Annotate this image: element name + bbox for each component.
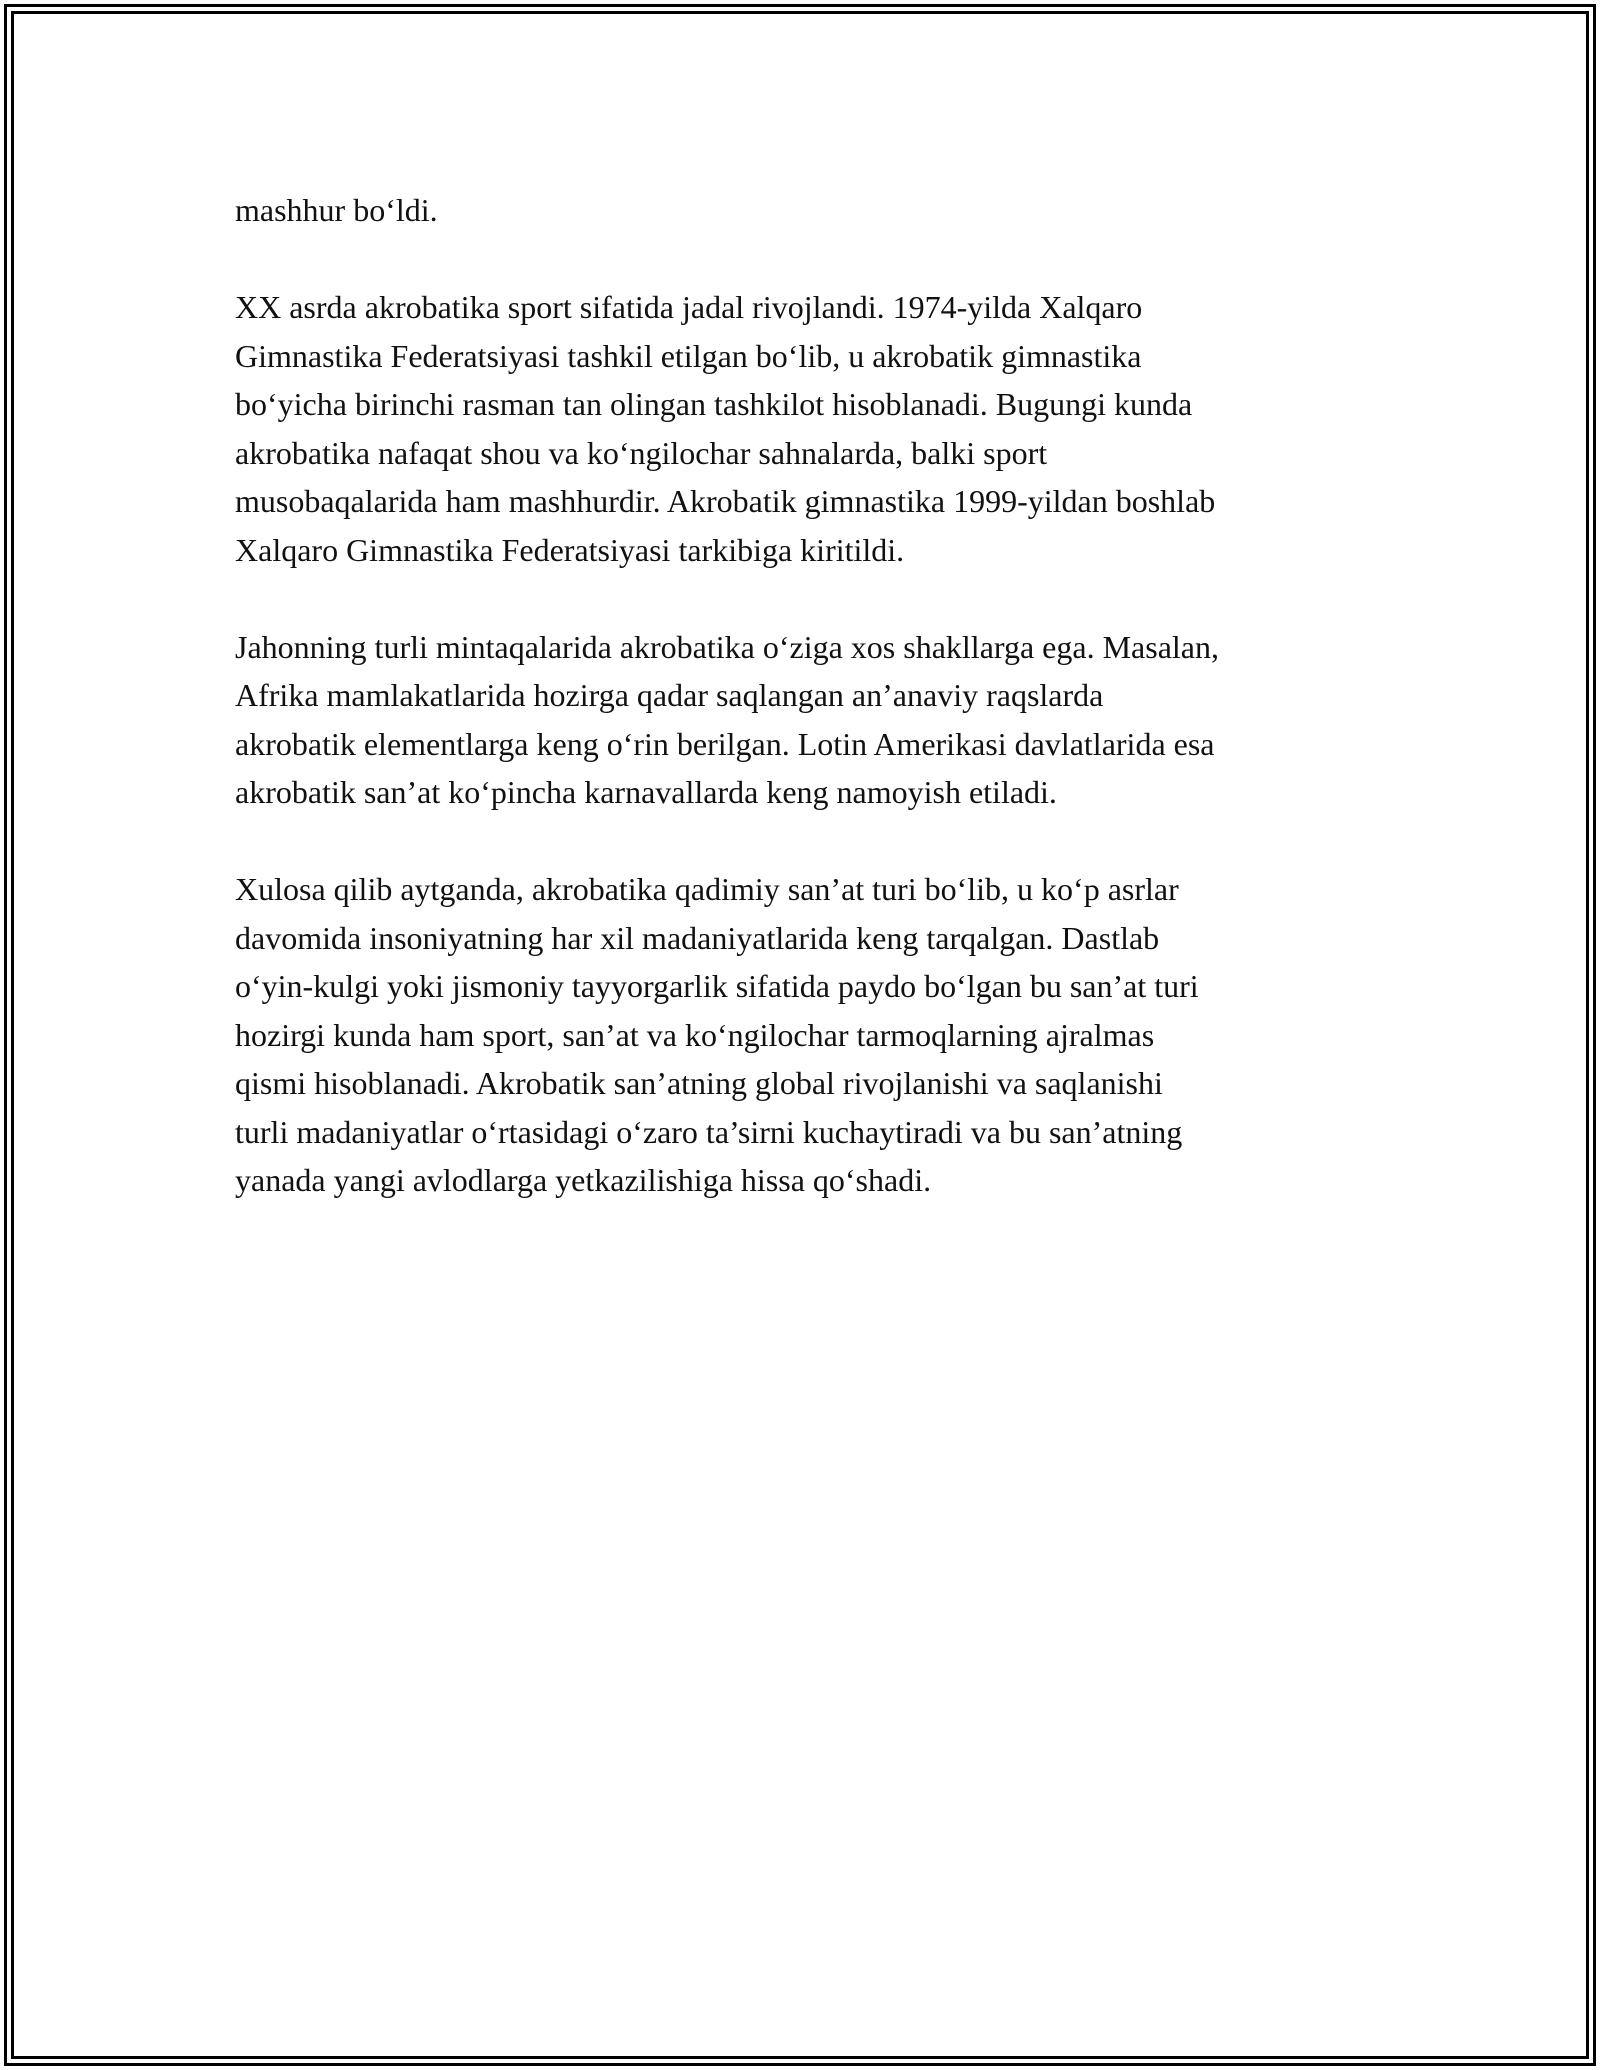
text-line: o‘yin-kulgi yoki jismoniy tayyorgarlik sifatida paydo bo‘lgan bu san’at turi xyxy=(235,968,1199,1004)
text-line: hozirgi kunda ham sport, san’at va ko‘ngilochar tarmoqlarning ajralmas xyxy=(235,1016,1155,1053)
text-line: XX asrda akrobatika sport sifatida jadal rivojlandi. 1974-yilda Xalqaro xyxy=(235,289,1143,325)
text-line: davomida insoniyatning har xil madaniyatlarida keng tarqalgan. Dastlab xyxy=(235,919,1160,956)
text-line: bo‘yicha birinchi rasman tan olingan tashkilot hisoblanadi. Bugungi kunda xyxy=(235,386,1193,422)
text-line: Xulosa qilib aytganda, akrobatika qadimiy san’at turi bo‘lib, u ko‘p asrlar xyxy=(235,871,1179,907)
text-line: yanada yangi avlodlarga yetkazilishiga hissa qo‘shadi. xyxy=(235,1162,932,1198)
text-line: mashhur bo‘ldi. xyxy=(235,192,438,228)
paragraph-3 xyxy=(235,623,1375,817)
text-line: akrobatik elementlarga keng o‘rin berilgan. Lotin Amerikasi davlatlarida esa xyxy=(235,725,1215,762)
text-line: musobaqalarida ham mashhurdir. Akrobatik gimnastika 1999-yildan boshlab xyxy=(235,483,1216,519)
text-line: Afrika mamlakatlarida hozirga qadar saqlangan an’anaviy raqslarda xyxy=(235,677,1104,713)
text-line: qismi hisoblanadi. Akrobatik san’atning global rivojlanishi va saqlanishi xyxy=(235,1065,1163,1101)
text-line: Jahonning turli mintaqalarida akrobatika o‘ziga xos shakllarga ega. Masalan, xyxy=(235,628,1219,665)
paragraph-4 xyxy=(235,865,1375,1205)
text-line: akrobatik san’at ko‘pincha karnavallarda keng namoyish etiladi. xyxy=(235,774,1057,810)
text-line: turli madaniyatlar o‘rtasidagi o‘zaro ta’sirni kuchaytiradi va bu san’atning xyxy=(235,1113,1183,1150)
document-body xyxy=(235,186,1375,1253)
paragraph-1 xyxy=(235,186,1375,235)
text-line: Gimnastika Federatsiyasi tashkil etilgan bo‘lib, u akrobatik gimnastika xyxy=(235,337,1142,374)
paragraph-2 xyxy=(235,283,1375,574)
text-line: akrobatika nafaqat shou va ko‘ngilochar sahnalarda, balki sport xyxy=(235,434,1048,471)
text-line: Xalqaro Gimnastika Federatsiyasi tarkibiga kiritildi. xyxy=(235,531,905,568)
